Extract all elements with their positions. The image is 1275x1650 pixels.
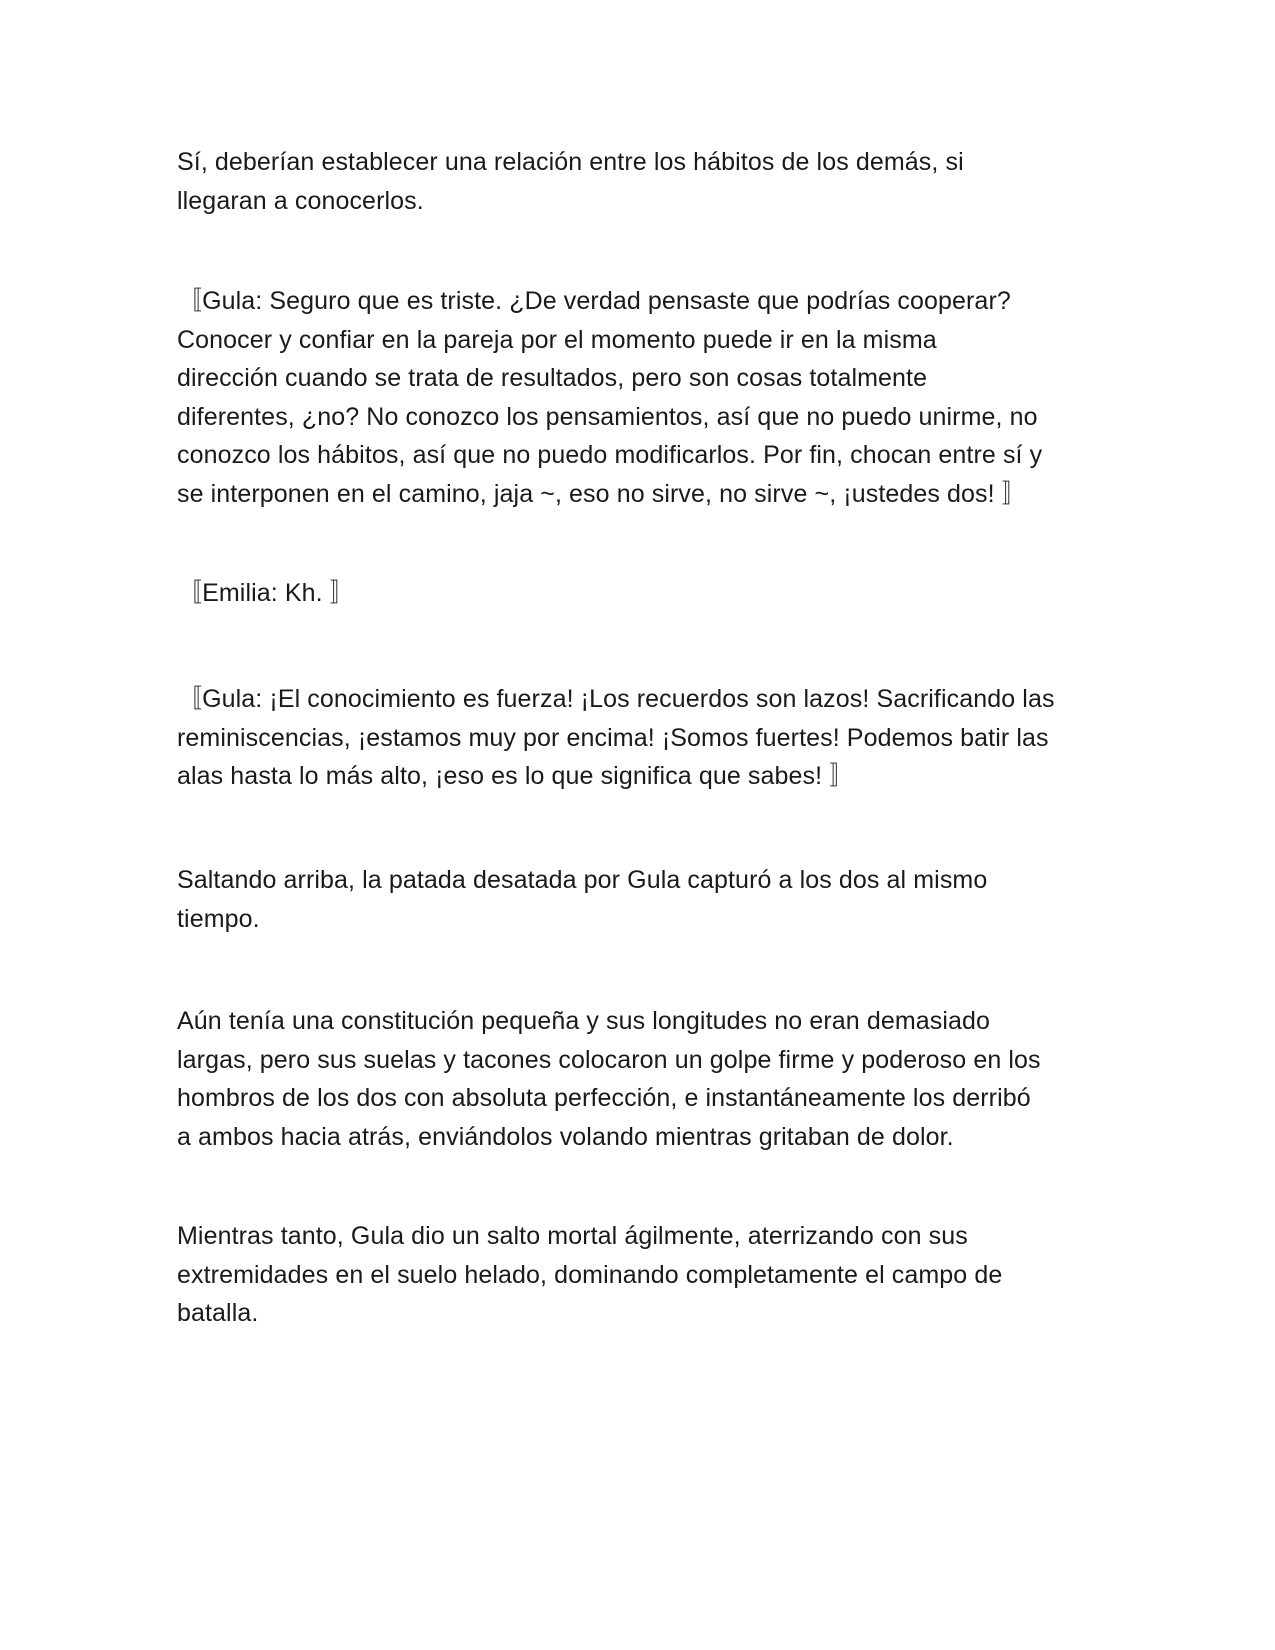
paragraph-6: Aún tenía una constitución pequeña y sus longitudes no eran demasiado largas, pero sus suelas y tacones colocaron un golpe firme y poderoso en los hombros de los dos con absoluta perfección, e instantáneamente los derribó a ambos hacia atrás, enviándolos volando mientras gritaban de dolor. — [177, 1007, 1041, 1151]
paragraph-4-gula-dialogue: 〚Gula: ¡El conocimiento es fuerza! ¡Los recuerdos son lazos! Sacrificando las reminiscencias, ¡estamos muy por encima! ¡Somos fuertes! Podemos batir las alas hasta lo más alto, ¡eso es lo que significa que sabes! 〛 — [177, 685, 1055, 790]
paragraph-5: Saltando arriba, la patada desatada por Gula capturó a los dos al mismo tiempo. — [177, 866, 988, 933]
paragraph-1: Sí, deberían establecer una relación entre los hábitos de los demás, si llegaran a conocerlos. — [177, 148, 964, 215]
paragraph-3-emilia-dialogue: 〚Emilia: Kh. 〛 — [177, 579, 355, 607]
paragraph-2-gula-dialogue: 〚Gula: Seguro que es triste. ¿De verdad pensaste que podrías cooperar? Conocer y confiar en la pareja por el momento puede ir en la misma dirección cuando se trata de resultados, pero son cosas totalmente diferentes, ¿no? No conozco los pensamientos, así que no puedo unirme, no conozco los hábitos, así que no puedo modificarlos. Por fin, chocan entre sí y se interponen en el camino, jaja ~, eso no sirve, no sirve ~, ¡ustedes dos! 〛 — [177, 287, 1043, 508]
paragraph-7: Mientras tanto, Gula dio un salto mortal ágilmente, aterrizando con sus extremidades en el suelo helado, dominando completamente el campo de batalla. — [177, 1222, 1003, 1327]
